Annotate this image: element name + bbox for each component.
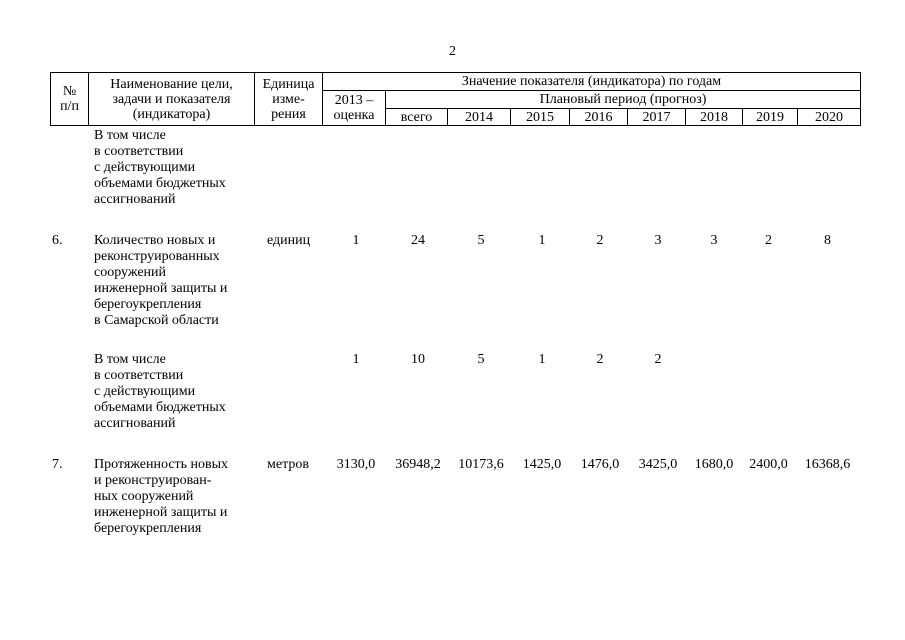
row-value: 1680,0 (694, 457, 734, 472)
row-value: 1 (352, 233, 360, 248)
header-col-name: Наименование цели, задачи и показателя (индикатора) (89, 73, 255, 126)
row-value: 3130,0 (336, 457, 376, 472)
header-total: всего (386, 109, 448, 126)
row-value: 1 (538, 233, 546, 248)
row-value: 10173,6 (458, 457, 504, 472)
row-value: 2 (596, 352, 604, 367)
row-value: 36948,2 (395, 457, 441, 472)
row-name: В том числе в соответствии с действующими объемами бюджетных ассигнований (94, 128, 226, 207)
row-value: 3 (710, 233, 718, 248)
row-value: 3425,0 (638, 457, 678, 472)
row-value: 3 (654, 233, 662, 248)
row-value: 2 (765, 233, 772, 248)
row-unit: единиц (267, 233, 311, 248)
header-year: 2018 (686, 109, 743, 126)
table-header (50, 72, 861, 126)
header-values-title: Значение показателя (индикатора) по годам (323, 73, 861, 91)
header-year: 2019 (743, 109, 798, 126)
row-number: 7. (52, 457, 63, 472)
row-name: В том числе в соответствии с действующими объемами бюджетных ассигнований (94, 352, 226, 431)
header-col-unit: Единица изме- рения (255, 73, 323, 126)
header-year: 2017 (628, 109, 686, 126)
header-year: 2020 (798, 109, 861, 126)
header-plan-title: Плановый период (прогноз) (386, 91, 861, 109)
row-value: 1425,0 (522, 457, 562, 472)
header-year: 2014 (448, 109, 511, 126)
page-number: 2 (449, 44, 456, 59)
row-value: 1 (352, 352, 360, 367)
row-value: 5 (477, 233, 485, 248)
row-number: 6. (52, 233, 63, 248)
row-value: 2 (596, 233, 604, 248)
row-value: 5 (477, 352, 485, 367)
header-year-2013: 2013 – оценка (323, 91, 386, 126)
row-value: 2400,0 (749, 457, 788, 472)
row-value: 10 (411, 352, 425, 367)
row-value: 1476,0 (580, 457, 620, 472)
row-name: Протяженность новых и реконструирован- ных сооружений инженерной защиты и берегоукрепления (94, 457, 229, 536)
header-year: 2016 (570, 109, 628, 126)
row-value: 24 (411, 233, 425, 248)
row-value: 8 (824, 233, 831, 248)
row-name: Количество новых и реконструированных сооружений инженерной защиты и берегоукрепления в Самарской области (94, 233, 228, 328)
row-value: 16368,6 (804, 457, 851, 472)
header-year: 2015 (511, 109, 570, 126)
header-col-number: № п/п (51, 73, 89, 126)
row-value: 1 (538, 352, 546, 367)
row-value: 2 (654, 352, 662, 367)
row-unit: метров (267, 457, 309, 472)
